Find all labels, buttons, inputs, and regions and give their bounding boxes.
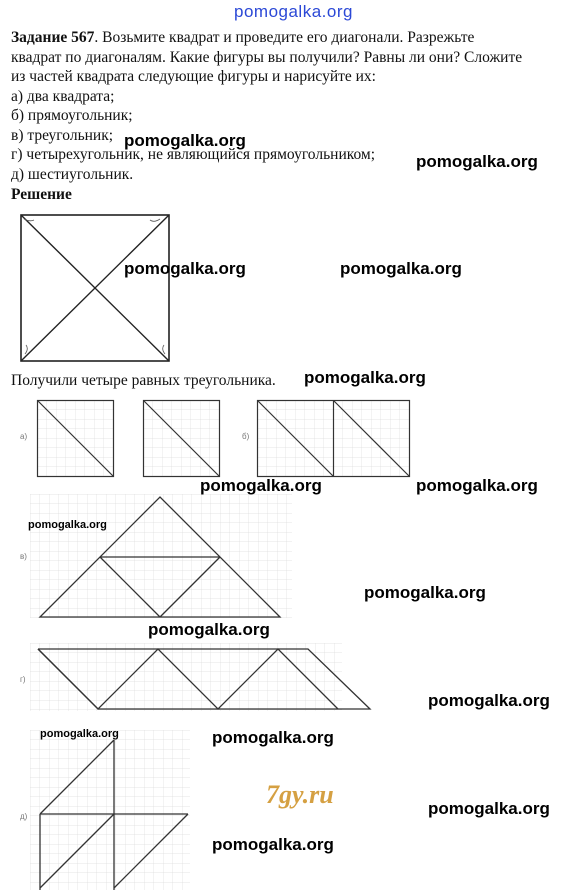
brand-logo: 7gy.ru [266,780,334,809]
watermark: pomogalka.org [212,728,334,747]
task-line-1: . Возьмите квадрат и проведите его диагонали. Разрежьте [94,29,475,46]
watermark-small: pomogalka.org [28,519,107,531]
figure-d-hexagon [30,730,190,890]
watermark-small: pomogalka.org [40,728,119,740]
watermark: pomogalka.org [340,259,462,278]
watermark: pomogalka.org [124,259,246,278]
watermark: pomogalka.org [124,131,246,150]
figure-b-rectangle [257,400,411,478]
result-caption: Получили четыре равных треугольника. [11,372,276,389]
watermark: pomogalka.org [364,583,486,602]
figure-a-square-2 [143,400,221,478]
task-number: Задание 567 [11,29,95,46]
site-header-watermark: pomogalka.org [234,2,353,21]
label-b: б) [242,432,250,441]
figure-g-parallelogram [30,643,342,711]
task-item-d: д) шестиугольник. [11,165,134,183]
square-with-diagonals [20,214,170,362]
figure-a-square-1 [37,400,115,478]
watermark: pomogalka.org [200,476,322,495]
watermark: pomogalka.org [428,799,550,818]
label-a: а) [20,432,28,441]
label-v: в) [20,552,27,561]
task-item-b: б) прямоугольник; [11,107,133,124]
task-item-g: г) четырехугольник, не являющийся прямоугольником; [11,146,376,163]
label-g: г) [20,675,26,684]
task-item-v: в) треугольник; [11,126,114,144]
watermark: pomogalka.org [148,620,270,639]
watermark: pomogalka.org [428,691,550,710]
task-item-a: а) два квадрата; [11,87,115,105]
watermark: pomogalka.org [212,835,334,854]
figure-v-triangle [30,494,292,618]
watermark: pomogalka.org [416,152,538,171]
solution-heading: Решение [11,186,72,203]
watermark: pomogalka.org [304,368,426,387]
task-line-2: квадрат по диагоналям. Какие фигуры вы получили? Равны ли они? Сложите [11,48,523,66]
watermark: pomogalka.org [416,476,538,495]
label-d: д) [20,812,28,821]
task-line-3: из частей квадрата следующие фигуры и нарисуйте их: [11,68,376,85]
